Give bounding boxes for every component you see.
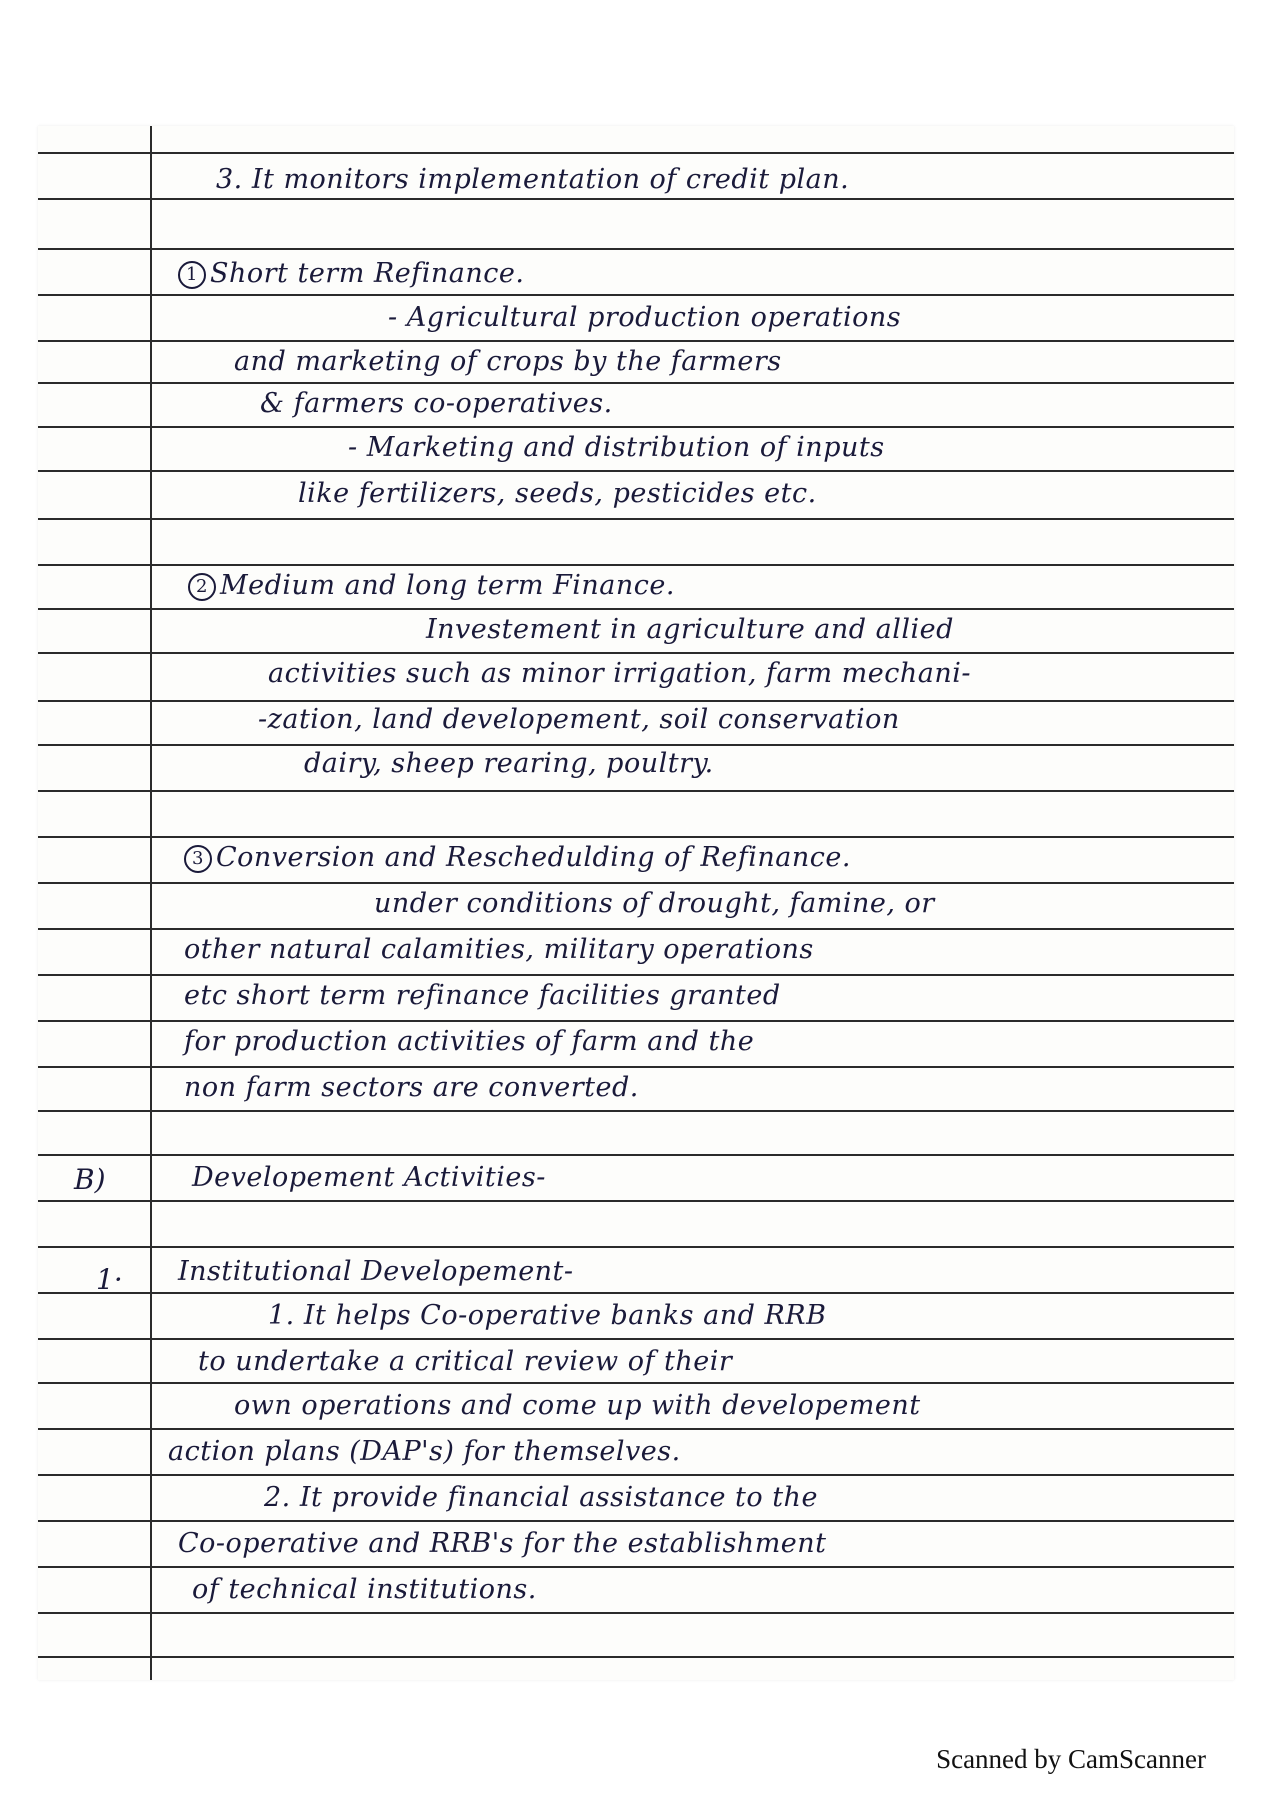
paragraph-line: 2. It provide financial assistance to the: [264, 1482, 818, 1513]
monitors-credit-plan-line: 3. It monitors implementation of credit plan.: [216, 164, 850, 195]
ruled-line: [38, 564, 1234, 566]
paragraph-line: own operations and come up with developement: [234, 1390, 921, 1421]
ruled-line: [38, 152, 1234, 154]
margin-label-b: B): [74, 1163, 106, 1196]
paragraph-line: etc short term refinance facilities granted: [184, 980, 781, 1011]
ruled-line: [38, 426, 1234, 428]
ruled-line: [38, 1110, 1234, 1112]
margin-label-1: 1·: [96, 1263, 123, 1296]
paragraph-line: activities such as minor irrigation, farm mechani-: [268, 658, 972, 689]
paragraph-line: - Agricultural production operations: [388, 302, 902, 333]
paragraph-line: non farm sectors are converted.: [184, 1072, 639, 1103]
ruled-line: [38, 1338, 1234, 1340]
ruled-line: [38, 1428, 1234, 1430]
medium-long-heading-text: Medium and long term Finance.: [220, 570, 675, 601]
ruled-line: [38, 1382, 1234, 1384]
ruled-line: [38, 608, 1234, 610]
paragraph-line: 1. It helps Co-operative banks and RRB: [268, 1300, 827, 1331]
ruled-line: [38, 294, 1234, 296]
paragraph-line: of technical institutions.: [192, 1574, 537, 1605]
ruled-line: [38, 382, 1234, 384]
ruled-line: [38, 198, 1234, 200]
ruled-line: [38, 248, 1234, 250]
ruled-line: [38, 652, 1234, 654]
paragraph-line: and marketing of crops by the farmers: [234, 346, 782, 377]
ruled-line: [38, 470, 1234, 472]
item-number: 2: [188, 573, 216, 601]
paragraph-line: - Marketing and distribution of inputs: [348, 432, 885, 463]
medium-long-heading: [188, 568, 675, 604]
ruled-line: [38, 790, 1234, 792]
institutional-development-heading: Institutional Developement-: [178, 1256, 574, 1287]
short-term-heading-text: Short term Refinance.: [210, 258, 525, 289]
notebook-page: [38, 126, 1234, 1680]
ruled-line: [38, 1566, 1234, 1568]
paragraph-line: dairy, sheep rearing, poultry.: [304, 748, 714, 779]
ruled-line: [38, 1246, 1234, 1248]
ruled-line: [38, 1154, 1234, 1156]
ruled-line: [38, 1612, 1234, 1614]
scanner-watermark: Scanned by CamScanner: [936, 1744, 1206, 1774]
paragraph-line: action plans (DAP's) for themselves.: [168, 1436, 681, 1467]
ruled-line: [38, 1656, 1234, 1658]
paragraph-line: under conditions of drought, famine, or: [374, 888, 935, 919]
ruled-line: [38, 928, 1234, 930]
conversion-heading-text: Conversion and Reschedulding of Refinance.: [216, 842, 851, 873]
ruled-line: [38, 518, 1234, 520]
ruled-line: [38, 340, 1234, 342]
short-term-heading: [178, 256, 524, 292]
development-activities-heading: Developement Activities-: [192, 1162, 546, 1193]
ruled-line: [38, 882, 1234, 884]
ruled-line: [38, 1020, 1234, 1022]
paragraph-line: to undertake a critical review of their: [198, 1346, 733, 1377]
ruled-line: [38, 1520, 1234, 1522]
margin-line: [150, 126, 152, 1680]
paragraph-line: & farmers co-operatives.: [260, 388, 613, 419]
paragraph-line: -zation, land developement, soil conservation: [258, 704, 900, 735]
item-number: 3: [184, 845, 212, 873]
paragraph-line: other natural calamities, military operations: [184, 934, 814, 965]
ruled-line: [38, 1200, 1234, 1202]
ruled-line: [38, 1292, 1234, 1294]
ruled-line: [38, 974, 1234, 976]
ruled-line: [38, 836, 1234, 838]
paragraph-line: like fertilizers, seeds, pesticides etc.: [298, 478, 817, 509]
paragraph-line: for production activities of farm and the: [184, 1026, 755, 1057]
ruled-line: [38, 1474, 1234, 1476]
paragraph-line: Investement in agriculture and allied: [426, 614, 954, 645]
item-number: 1: [178, 261, 206, 289]
conversion-heading: [184, 840, 851, 876]
ruled-line: [38, 1066, 1234, 1068]
paragraph-line: Co-operative and RRB's for the establishment: [178, 1528, 827, 1559]
